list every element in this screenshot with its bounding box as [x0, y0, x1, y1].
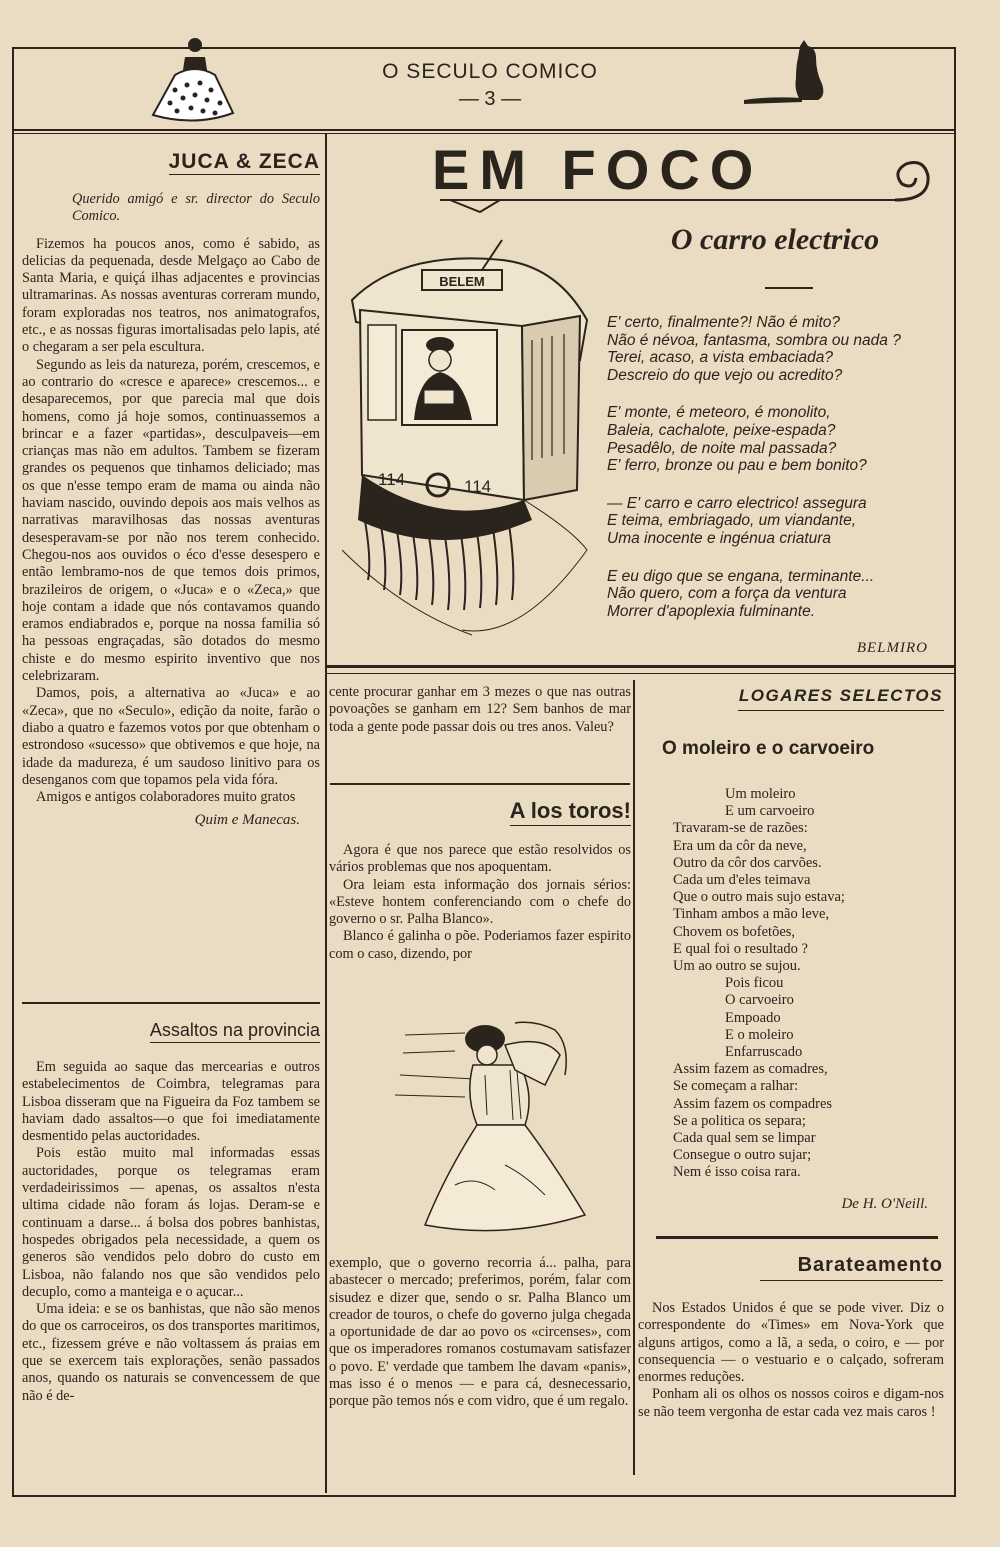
assaltos-title: Assaltos na provincia — [150, 1018, 320, 1043]
barateamento-paragraph: Nos Estados Unidos é que se pode viver. Diz o correspondente do «Times» em Nova-York que alguns artigos, como a lã, a seda, o coiro, e — por consequencia — o vestuario e o calçado, sofreram enormes reduções. — [638, 1300, 944, 1386]
em-foco-bottom-rule — [325, 665, 954, 668]
logares-signature: De H. O'Neill. — [841, 1196, 928, 1212]
poem-line: Empoado — [725, 1009, 781, 1026]
barateamento-title: Barateamento — [797, 1254, 943, 1276]
toros-paragraph: Ora leiam esta informação dos jornais sérios: «Esteve hontem conferenciando com o chefe do governo o sr. Palha Blanco». — [329, 876, 631, 928]
column-divider-2 — [633, 680, 635, 1475]
poem-line: Outro da côr dos carvões. — [673, 854, 822, 871]
column-divider-1 — [325, 133, 327, 1493]
juca-zeca-paragraph: Amigos e antigos colaboradores muito gratos — [36, 789, 296, 806]
poem-line: Cada um d'eles teimava — [673, 872, 811, 889]
poem-line: E' ferro, bronze ou pau e bem bonito? — [607, 457, 867, 475]
poem-line: — E' carro e carro electrico! assegura — [607, 494, 867, 512]
poem-line: E o moleiro — [725, 1026, 794, 1043]
left-separator — [22, 1002, 320, 1004]
juca-zeca-paragraph: Segundo as leis da natureza, porém, crescemos, e ao contrario do «cresce e aparece» crescemos... e desaparecemos, por que parecia mal que dois homens, como já hoje somos, continuassemos a brincar e a fazer «partidas», desculpaveis—em crianças mas não em adultos. Tambem se fizeram grandes os pequenos que tinhamos deliciado; mas os que n'esse tempo eram de mama ou ainda não haviam nascido, ouvindo depois aos mais velhos as narrativas maravilhosas das nossas aventuras desesperavam-se por não nos terem conhecido. Chegou-nos aos ouvidos o éco d'esse desespero e então lembramo-nos de que temos dois primos, brazileiros de origem, o «Juca» e o «Zeca,» que hoje contam a idade que nós contavamos quando eramos endiabrados e, porque na nossa familia só ha pessoas engraçadas, são dotados do mesmo chiste e do mesmo espirito inventivo que nos celebrizaram. — [22, 356, 320, 685]
logares-poem — [673, 786, 943, 1182]
logares-section-title: LOGARES SELECTOS — [738, 686, 943, 705]
poem-line: Pesadêlo, de noite mal passada? — [607, 439, 837, 457]
cat-silhouette-icon — [740, 38, 830, 106]
poem-line: O carvoeiro — [725, 992, 794, 1009]
em-foco-poem — [607, 314, 947, 620]
poem-line: Pois ficou — [725, 975, 784, 992]
masthead: O SECULO COMICO — [382, 60, 598, 83]
tram-illustration — [342, 230, 592, 640]
toros-paragraph: Agora é que nos parece que estão resolvidos os vários problemas que nos apoquentam. — [329, 842, 631, 876]
em-foco-title: EM FOCO — [432, 138, 764, 201]
toros-paragraph: Blanco é galinha o põe. Poderiamos fazer espirito com o caso, dizendo, por — [329, 928, 631, 962]
poem-line: Se começam a ralhar: — [673, 1078, 799, 1095]
barateamento-rule — [760, 1280, 943, 1281]
poem-line: E' monte, é meteoro, é monolito, — [607, 404, 831, 422]
woman-figure-icon — [145, 35, 240, 123]
toros-continuation — [329, 1255, 631, 1411]
barateamento-article — [638, 1300, 944, 1421]
em-foco-subtitle: O carro electrico — [670, 223, 880, 256]
poem-line: Um ao outro se sujou. — [673, 958, 801, 975]
poem-line: Não é névoa, fantasma, sombra ou nada ? — [607, 331, 901, 349]
tram-destination-sign: BELEM — [439, 274, 485, 289]
header-rule-2 — [12, 133, 954, 134]
toros-paragraph: exemplo, que o governo recorria á... palha, para abastecer o mercado; preferimos, porém, falar com sisudez e dizer que, sendo o sr. Palha Blanco um creador de touros, o chefe do governo julga chegada a oportunidade de dar ao povo os «circenses», com que os imperadores romanos costumavam satisfazer o povo. E' verdade que tambem lhe davam «panis», mas isso é o menos — e para cá, desnecessario, porque pão temos nós e com vidro, que é um regalo. — [329, 1255, 631, 1410]
barateamento-paragraph: Ponham ali os olhos os nossos coiros e digam-nos se não teem vergonha de estar cada vez mais caros ! — [638, 1386, 944, 1420]
tram-number-left: 114 — [378, 470, 406, 489]
juca-zeca-signature: Quim e Manecas. — [194, 812, 300, 829]
juca-zeca-paragraph: Damos, pois, a alternativa ao «Juca» e ao «Zeca», que no «Seculo», edição da noite, farão o diabo a quatro e fazemos votos por que obtenham o estrondoso «sucesso» que obtivemos e que hoje, na idade da madureza, é um saudoso linitivo para os desenganos com que topamos pela vida fóra. — [22, 685, 320, 788]
em-foco-bottom-rule-2 — [325, 673, 954, 674]
poem-line: E eu digo que se engana, terminante... — [607, 567, 875, 585]
assaltos-continuation — [329, 684, 631, 736]
poem-line: Um moleiro — [725, 786, 796, 802]
bullfighter-illustration — [395, 1015, 595, 1235]
poem-line: Cada qual sem se limpar — [673, 1130, 816, 1147]
logares-title-rule — [738, 710, 944, 711]
page-number: — 3 — — [458, 88, 522, 110]
poem-line: Baleia, cachalote, peixe-espada? — [607, 421, 836, 439]
assaltos-paragraph: Em seguida ao saque das mercearias e outros estabelecimentos de Coimbra, telegramas para Lisboa disseram que na Figueira da Foz tambem se haviam dado assaltos—o que foi imediatamente desmentido pelas auctoridades. — [22, 1059, 320, 1145]
poem-line: Assim fazem os compadres — [673, 1095, 833, 1112]
poem-line: Chovem os bofetões, — [673, 923, 796, 940]
juca-zeca-article — [22, 150, 320, 830]
tram-number-right: 114 — [464, 477, 492, 496]
poem-line: Nem é isso coisa rara. — [673, 1164, 801, 1181]
poem-line: Assim fazem as comadres, — [673, 1061, 828, 1078]
poem-line: E qual foi o resultado ? — [673, 940, 808, 957]
middle-separator — [330, 783, 630, 785]
poem-line: Não quero, com a força da ventura — [607, 585, 847, 603]
poem-line: Consegue o outro sujar; — [673, 1147, 812, 1164]
toros-title: A los toros! — [510, 797, 631, 826]
juca-zeca-title: JUCA & ZECA — [168, 150, 320, 173]
poem-line: Uma inocente e ingénua criatura — [607, 529, 832, 547]
juca-zeca-paragraph: Fizemos ha poucos anos, como é sabido, as delicias da pequenada, desde Melgaço ao Cabo de Santa Maria, e quiçá ilhas adjacentes e provincias ultramarinas. As nossas aventuras correram mundo, foram exploradas nos teatros, nos animatografos, etc., e as nossas figuras imortalisadas pelo lapis, até o chegaram a ser pela escultura. — [22, 235, 320, 356]
right-separator — [656, 1236, 938, 1239]
poem-line: Enfarruscado — [725, 1044, 803, 1061]
poem-line: E um carvoeiro — [725, 803, 815, 820]
assaltos-paragraph: Pois estão muito mal informadas essas auctoridades, porque os telegramas eram verdadeirissimos — apenas, os assaltos n'esta ultima cidade não foram ás lojas. Deram-se e continuam a darse... á bolsa dos pobres banhistas, hospedes obrigados pela necessidade, a quem os generos são vendidos pelo dobro do custo em Lisboa, não falando nos que são vendidos pelo decuplo, como a manteiga e o açucar... — [22, 1145, 320, 1300]
continuation-text: cente procurar ganhar em 3 mezes o que nas outras povoações se ganham em 12? Sem banhos de mar toda a gente pode passar dois ou tres anos. Valeu? — [329, 684, 631, 735]
poem-line: Se a politica os separa; — [673, 1112, 806, 1129]
assaltos-article — [22, 1018, 320, 1405]
poem-line: Que o outro mais sujo estava; — [673, 889, 845, 906]
poem-line: E teima, embriagado, um viandante, — [607, 512, 856, 530]
em-foco-signature: BELMIRO — [856, 640, 928, 656]
logares-poem-title: O moleiro e o carvoeiro — [662, 738, 875, 759]
toros-article — [329, 797, 631, 963]
em-foco-underline-ornament — [440, 150, 940, 220]
poem-line: Morrer d'apoplexia fulminante. — [607, 602, 816, 620]
poem-line: Descreio do que vejo ou acredito? — [607, 366, 843, 384]
header-rule — [12, 129, 954, 131]
header-rule-left — [12, 47, 142, 49]
poem-line: E' certo, finalmente?! Não é mito? — [607, 314, 840, 331]
poem-line: Tinham ambos a mão leve, — [673, 906, 830, 923]
assaltos-paragraph: Uma ideia: e se os banhistas, que não são menos do que os carroceiros, os dos transportes maritimos, etc., fizessem gréve e não voltassem ás praias em que se exercem tais explorações, senão passados anos, quando os naturais se convencessem de que não é de- — [22, 1301, 320, 1404]
poem-line: Terei, acaso, a vista embaciada? — [607, 349, 834, 367]
juca-zeca-salutation: Querido amigó e sr. director do Seculo Comico. — [72, 191, 320, 225]
poem-line: Travaram-se de razões: — [673, 820, 808, 837]
subtitle-rule — [765, 287, 813, 289]
poem-line: Era um da côr da neve, — [673, 837, 807, 854]
